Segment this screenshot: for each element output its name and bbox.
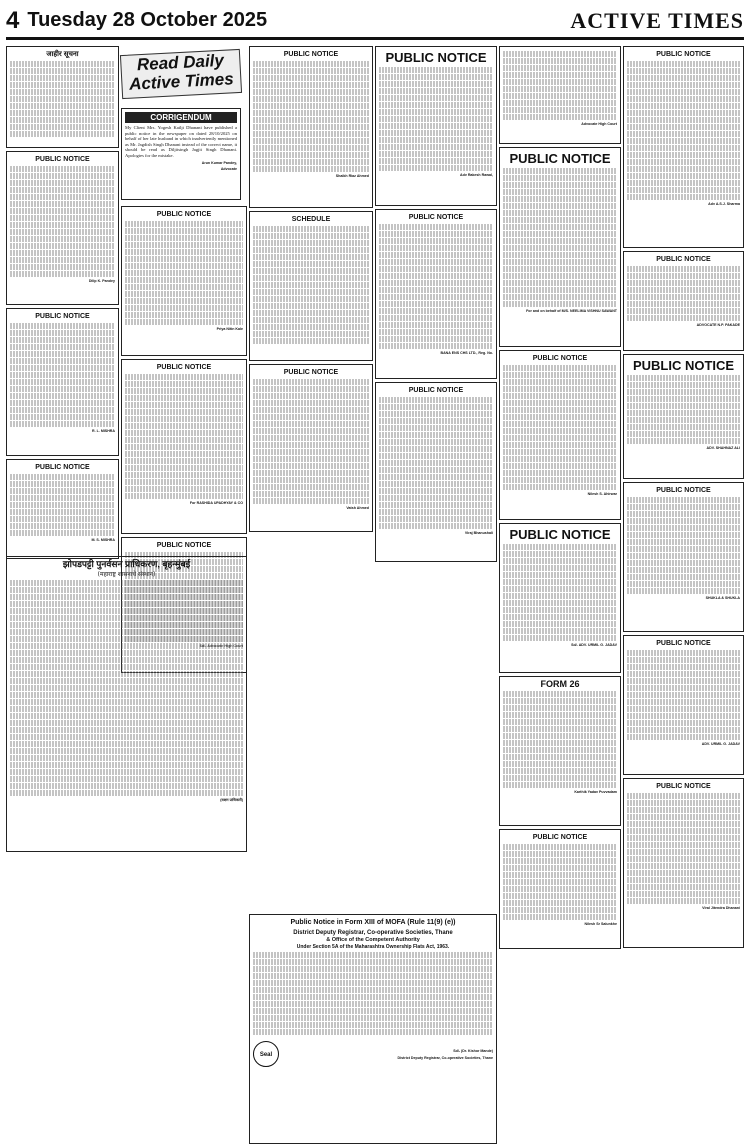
mofa-notice	[249, 914, 497, 1144]
public-notice	[6, 459, 119, 559]
notice-signature: ADV. URMIL G. JADAV	[701, 742, 740, 746]
public-notice	[499, 350, 621, 520]
public-notice	[499, 829, 621, 949]
mofa-signature: Sd/- (Dr. Kishor Mande)	[453, 1049, 493, 1054]
schedule-notice	[249, 211, 373, 361]
notice-signature: Nilesh S. Ahirwar	[587, 492, 617, 496]
hindi-notice	[6, 46, 119, 148]
notice-signature: Viraj Bhanushali	[464, 531, 493, 535]
notice-signature: ADVOCATE N.P. PAKADE	[696, 323, 740, 327]
notice-signature: Shaikh Riaz Ahmed	[335, 174, 369, 178]
corrigendum-title: CORRIGENDUM	[125, 112, 237, 123]
notice-signature: R. L. MISHRA	[92, 429, 115, 433]
public-notice	[499, 46, 621, 144]
notice-title: PUBLIC NOTICE	[656, 640, 711, 647]
page-number: 4	[6, 6, 20, 34]
notice-title: जाहीर सूचना	[46, 51, 79, 58]
public-notice	[249, 364, 373, 532]
public-notice	[499, 523, 621, 673]
sra-title: झोपडपट्टी पुनर्वसन प्राधिकरण, बृहन्मुंबई	[62, 559, 191, 569]
notice-title: PUBLIC NOTICE	[35, 464, 90, 471]
notice-title: PUBLIC NOTICE	[156, 364, 212, 371]
read-daily-banner	[120, 49, 242, 99]
mofa-subtitle-3: Under Section 5A of the Maharashtra Ownership Flats Act, 1963.	[296, 944, 450, 950]
form-26-notice	[499, 676, 621, 826]
notice-signature: Viral Jitendra Dhanani	[702, 906, 740, 910]
notice-title: PUBLIC NOTICE	[283, 51, 339, 58]
notice-title: FORM 26	[540, 679, 580, 689]
notice-signature: Advocate High Court	[581, 122, 617, 126]
notice-title: PUBLIC NOTICE	[156, 542, 212, 549]
notice-title: PUBLIC NOTICE	[156, 211, 212, 218]
notice-title: PUBLIC NOTICE	[35, 313, 90, 320]
banner-line-2: Active Times	[128, 69, 235, 94]
official-seal: Seal	[253, 1041, 279, 1067]
notice-signature: Priya Nitin Kale	[216, 327, 243, 331]
notice-title: PUBLIC NOTICE	[632, 358, 735, 373]
corrigendum-signature: Arun Kumar Pandey,	[201, 160, 237, 165]
issue-date: Tuesday 28 October 2025	[27, 9, 268, 31]
public-notice	[623, 354, 744, 479]
notice-title: PUBLIC NOTICE	[509, 527, 611, 542]
notice-title: PUBLIC NOTICE	[35, 156, 90, 163]
public-notice	[375, 46, 497, 206]
corrigendum	[121, 108, 241, 200]
public-notice	[375, 382, 497, 562]
corrigendum-body: My Client Mrs. Yogesh Kailji Dhanani have published a public notice in the newspaper on dated 28/10/2025 on behalf of her late husband in which inadvertently mentioned as Mr. Jagdish Singh Dhanani instead of the correct name, it should be read as Diljitsingh Jagjit Singh Dhanani. Apologies for the mistake.	[125, 125, 237, 158]
public-notice	[499, 147, 621, 347]
notice-title: PUBLIC NOTICE	[509, 151, 611, 166]
public-notice	[623, 482, 744, 632]
notice-signature: SHUKLA & SHUKLA	[705, 596, 740, 600]
column-6	[623, 46, 744, 1144]
banner-line-1: Read Daily	[136, 50, 225, 75]
notice-signature: Sd/- ADV. URMIL G. JADAV	[571, 643, 617, 647]
mofa-signature-role: District Deputy Registrar, Co-operative Societies, Thane	[397, 1056, 493, 1060]
mofa-subtitle-2: & Office of the Competent Authority	[326, 937, 420, 943]
notice-signature: For RASHIDA UPADHYAY & CO	[189, 501, 243, 505]
public-notice	[121, 206, 247, 356]
page-header	[6, 4, 744, 40]
public-notice	[623, 778, 744, 948]
public-notice	[249, 46, 373, 208]
mofa-subtitle: District Deputy Registrar, Co-operative Societies, Thane	[293, 930, 453, 936]
notice-title: PUBLIC NOTICE	[532, 834, 588, 841]
corrigendum-role: Advocate	[220, 167, 237, 172]
masthead: ACTIVE TIMES	[570, 7, 744, 33]
notice-title: PUBLIC NOTICE	[408, 214, 464, 221]
notice-signature: BANA ENS CHS LTD., Reg. No.	[440, 351, 493, 355]
sra-notice	[6, 556, 247, 852]
notice-signature: Vatsh Ahmed	[346, 506, 369, 510]
public-notice	[121, 359, 247, 534]
public-notice	[623, 251, 744, 351]
sra-subtitle: (महाराष्ट्र शासनाचे संस्थान)	[97, 571, 156, 578]
notice-signature: Sd/- Advocate High Court	[199, 644, 243, 648]
notice-title: PUBLIC NOTICE	[656, 783, 711, 790]
notice-title: SCHEDULE	[291, 216, 331, 223]
notice-title: PUBLIC NOTICE	[532, 355, 588, 362]
notice-signature: M. S. MISHRA	[91, 538, 115, 542]
public-notice	[6, 308, 119, 456]
public-notice	[6, 151, 119, 305]
column-5	[499, 46, 621, 1144]
notice-title: PUBLIC NOTICE	[656, 256, 711, 263]
notice-signature: Nilesh Sr Salunkhe	[584, 922, 617, 926]
notice-title: PUBLIC NOTICE	[385, 50, 487, 65]
public-notice	[375, 209, 497, 379]
mofa-title: Public Notice in Form XIII of MOFA (Rule 11(9) (e))	[290, 919, 456, 926]
notice-signature: For and on behalf of M/S. NEELIMA VISHNU SAWANT	[526, 309, 617, 313]
notice-title: PUBLIC NOTICE	[283, 369, 339, 376]
notice-signature: Karthik Yadav Puvvadam	[574, 790, 617, 794]
notice-signature: Adv A.S.J. Sharma	[708, 202, 740, 206]
notice-signature: Dilip K. Pandey	[88, 279, 115, 283]
sra-signature: (सक्षम प्राधिकारी)	[220, 798, 243, 802]
notice-signature: Adv Rakesh Rawal,	[460, 173, 493, 177]
public-notice	[623, 635, 744, 775]
notice-signature: ADV. SHAHNAZ ALI	[706, 446, 740, 450]
notice-title: PUBLIC NOTICE	[656, 51, 711, 58]
public-notice	[623, 46, 744, 248]
notice-title: PUBLIC NOTICE	[408, 387, 464, 394]
notice-title: PUBLIC NOTICE	[656, 487, 711, 494]
